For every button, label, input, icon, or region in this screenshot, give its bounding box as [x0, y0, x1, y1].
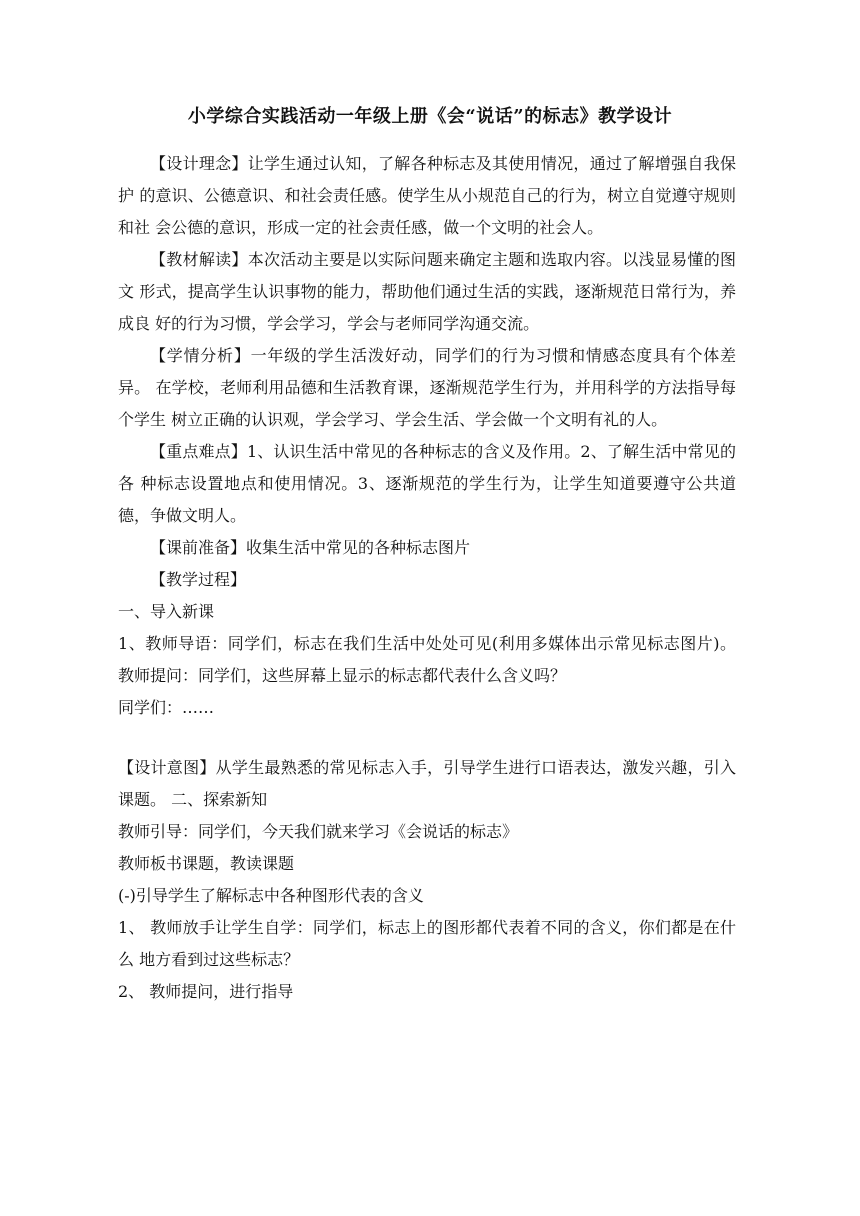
paragraph-teacher-intro: 1、教师导语：同学们，标志在我们生活中处处可见(利用多媒体出示常见标志图片)。 教师提问：同学们，这些屏幕上显示的标志都代表什么含义吗？ [118, 634, 736, 685]
paragraph-teaching-process-heading: 【教学过程】 [150, 570, 247, 589]
paragraph-teacher-question: 2、 教师提问，进行指导 [118, 982, 294, 1001]
paragraph-design-concept: 【设计理念】让学生通过认知，了解各种标志及其使用情况，通过了解增强自我保护 的意识、公德意识、和社会责任感。使学生从小规范自己的行为，树立自觉遵守规则和社 会公德的意识，形成一定的社会责任感，做一个文明的社会人。 [118, 154, 736, 237]
paragraph-textbook-analysis: 【教材解读】本次活动主要是以实际问题来确定主题和选取内容。以浅显易懂的图文 形式，提高学生认识事物的能力，帮助他们通过生活的实践，逐渐规范日常行为，养成良 好的行为习惯，学会学习，学会与老师同学沟通交流。 [118, 250, 736, 333]
document-body [118, 148, 736, 1008]
paragraph-design-intent: 【设计意图】从学生最熟悉的常见标志入手，引导学生进行口语表达，激发兴趣，引入课题。 二、探索新知 [118, 758, 736, 809]
paragraph-key-difficulties: 【重点难点】1、认识生活中常见的各种标志的含义及作用。2、了解生活中常见的各 种标志设置地点和使用情况。3、逐渐规范的学生行为，让学生知道要遵守公共道德，争做文明人。 [118, 442, 736, 525]
section-spacer [118, 724, 736, 752]
paragraph-preparation: 【课前准备】收集生活中常见的各种标志图片 [150, 538, 471, 557]
paragraph-student-analysis: 【学情分析】一年级的学生活泼好动，同学们的行为习惯和情感态度具有个体差异。 在学校，老师利用品德和生活教育课，逐渐规范学生行为，并用科学的方法指导每个学生 树立正确的认识观，学会学习、学会生活、学会做一个文明有礼的人。 [118, 346, 736, 429]
paragraph-students-response: 同学们：…… [118, 698, 215, 717]
paragraph-self-study: 1、 教师放手让学生自学：同学们，标志上的图形都代表着不同的含义，你们都是在什么 地方看到过这些标志？ [118, 918, 736, 969]
section-heading-intro: 一、导入新课 [118, 602, 215, 621]
document-title: 小学综合实践活动一年级上册《会“说话”的标志》教学设计 [187, 106, 673, 127]
paragraph-board-writing: 教师板书课题，教读课题 [118, 854, 295, 873]
paragraph-teacher-guidance: 教师引导：同学们，今天我们就来学习《会说话的标志》 [118, 822, 519, 841]
paragraph-graphic-meaning: (-)引导学生了解标志中各种图形代表的含义 [118, 886, 424, 905]
